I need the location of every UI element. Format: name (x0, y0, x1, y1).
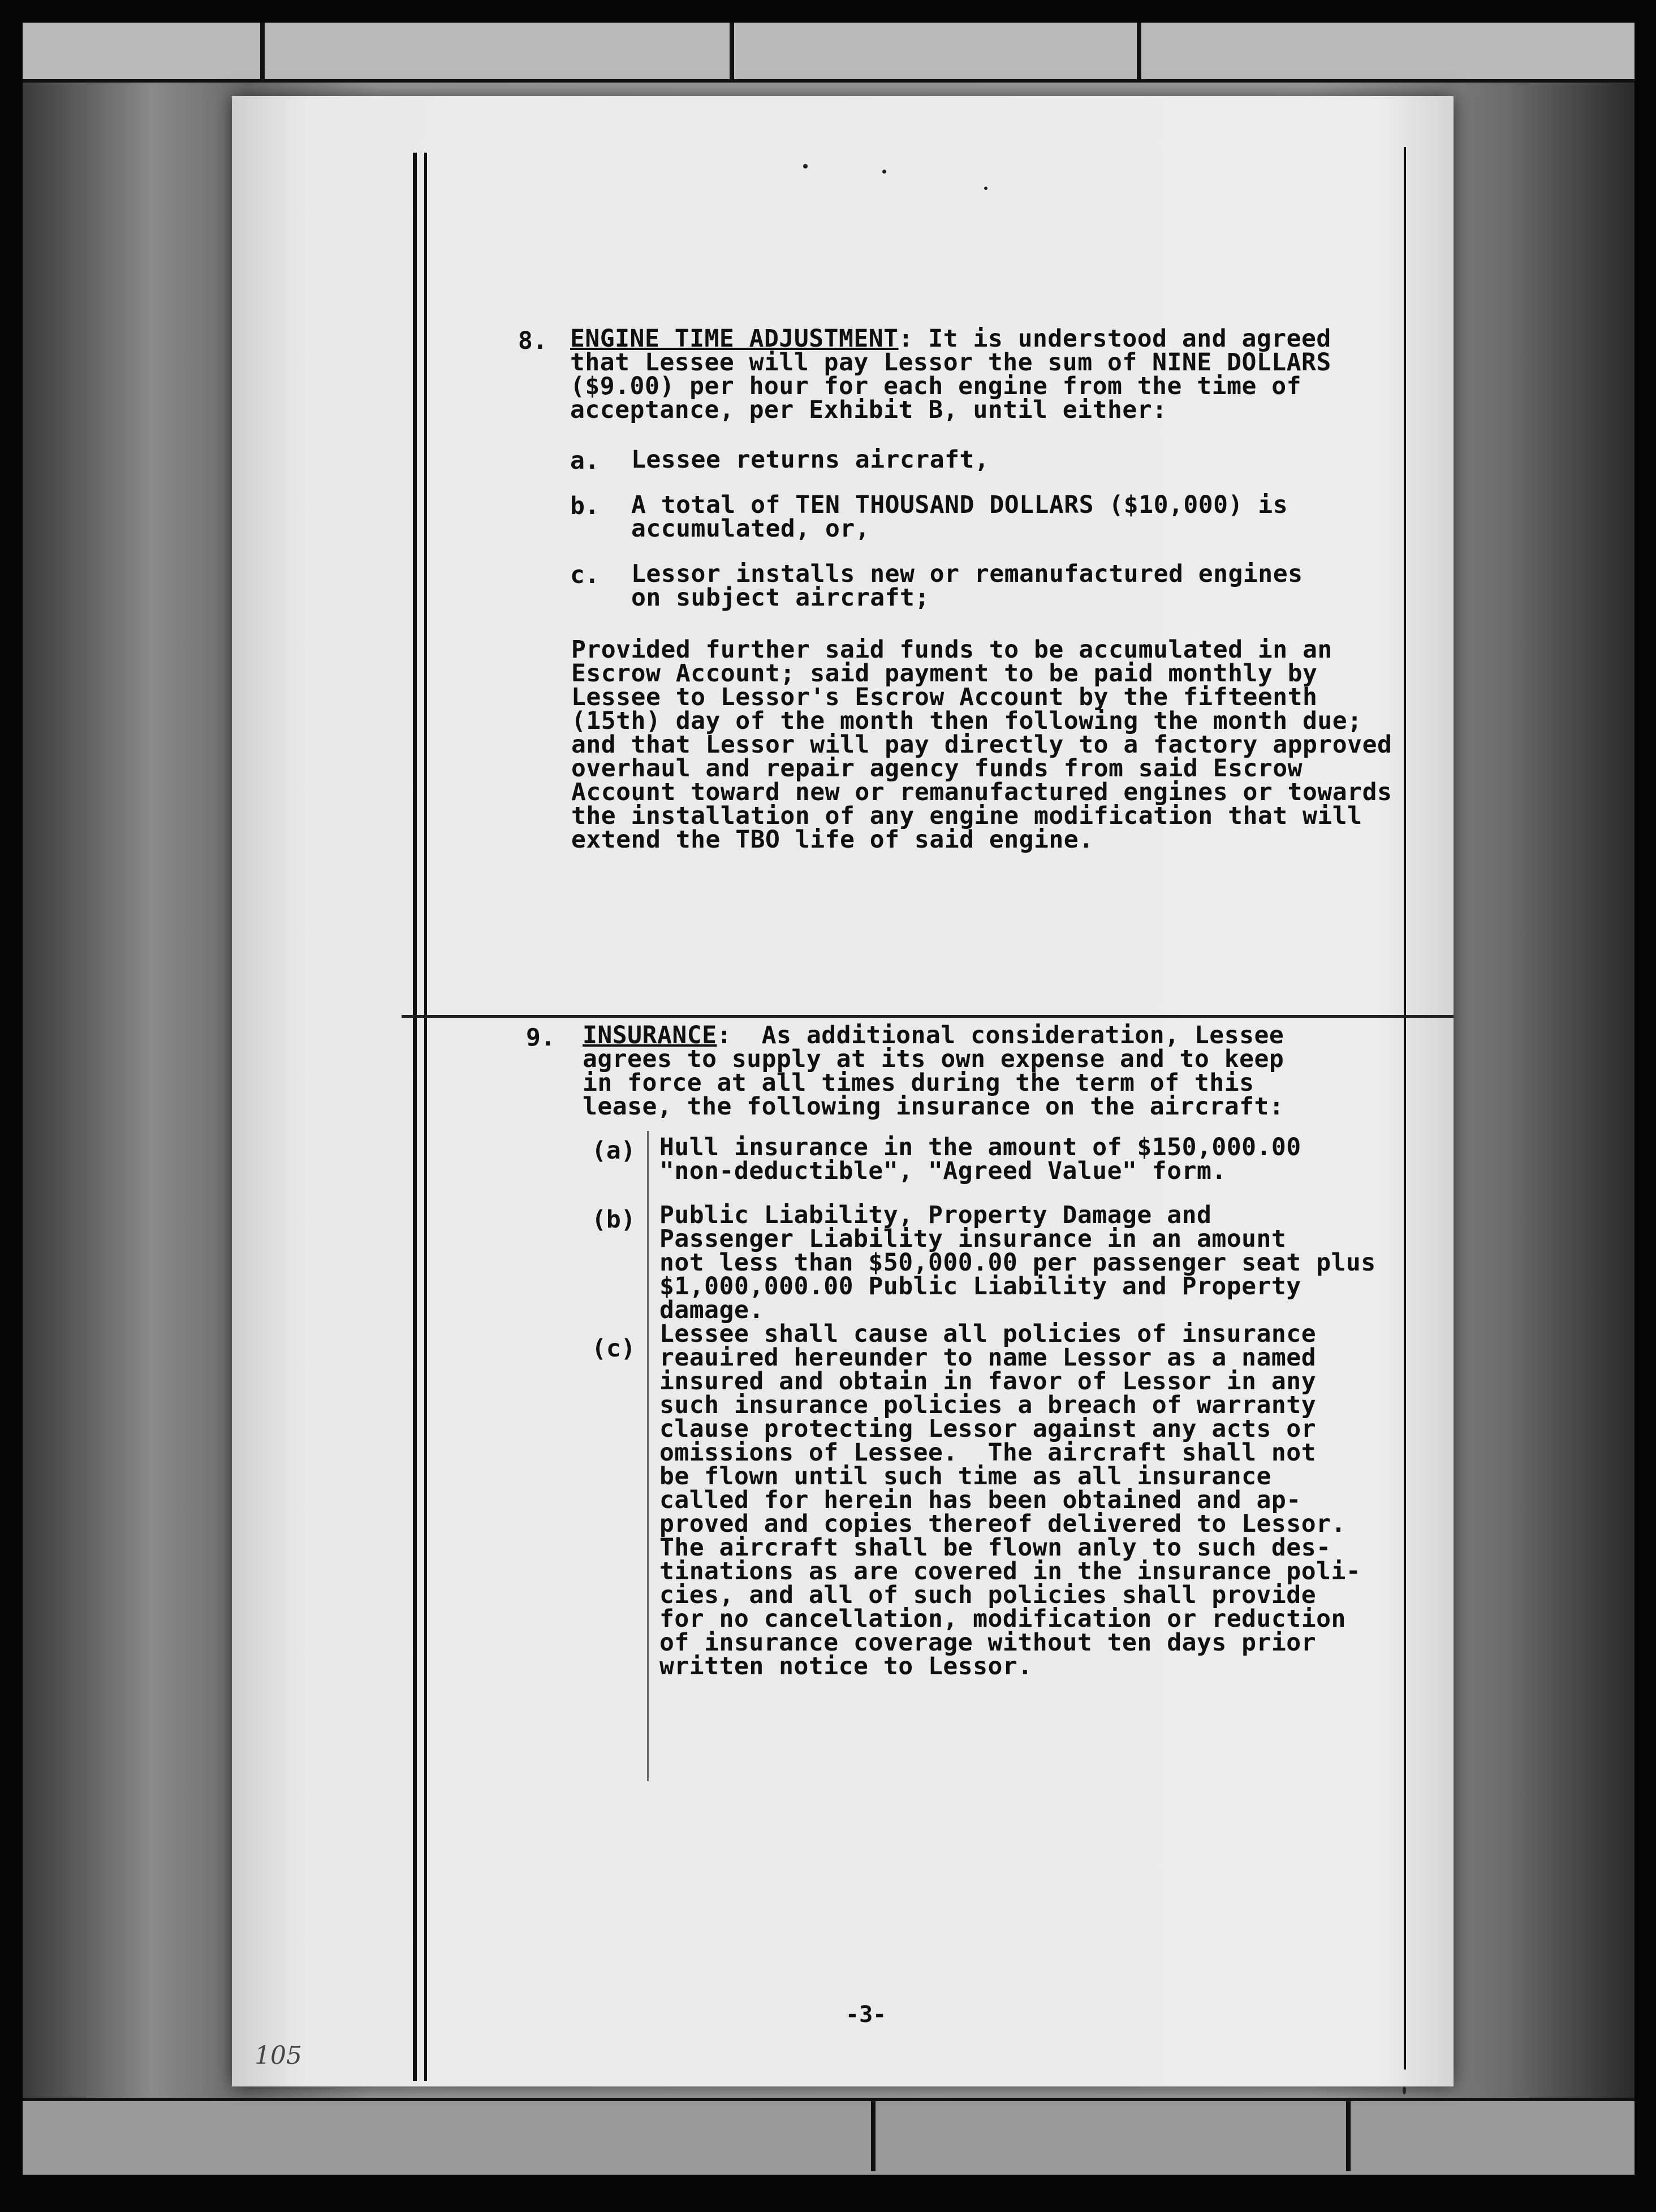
section-8-intro-line: acceptance, per Exhibit B, until either: (570, 396, 1167, 424)
section-9-intro-line: in force at all times during the term of this (583, 1069, 1254, 1097)
item-line: clause protecting Lessor against any acts or (659, 1415, 1317, 1443)
item-line: $1,000,000.00 Public Liability and Property (659, 1272, 1301, 1301)
item-line: on subject aircraft; (631, 584, 930, 612)
item-rule (647, 1131, 649, 1781)
proviso-line: overhaul and repair agency funds from said Escrow (571, 754, 1303, 783)
proviso-line: Account toward new or remanufactured engines or towards (571, 778, 1392, 806)
margin-note: 105 (255, 2041, 302, 2070)
proviso-line: Provided further said funds to be accumulated in an (571, 636, 1332, 664)
item-text (631, 493, 1288, 541)
margin-rule (424, 153, 427, 2081)
speck (882, 170, 886, 174)
item-label: (a) (592, 1137, 636, 1165)
section-9-intro-line: agrees to supply at its own expense and to keep (583, 1045, 1284, 1073)
proviso-line: extend the TBO life of said engine. (571, 826, 1094, 854)
section-8-proviso (571, 638, 1392, 852)
item-line: accumulated, or, (631, 515, 870, 543)
item-line: The aircraft shall be flown anly to such des- (659, 1533, 1331, 1562)
item-text (659, 1203, 1376, 1322)
item-line: damage. (659, 1296, 764, 1324)
item-line: tinations as are covered in the insurance poli- (659, 1557, 1361, 1585)
section-8-intro-line: that Lessee will pay Lessor the sum of NINE DOLLARS (570, 348, 1331, 377)
item-label: b. (570, 492, 600, 520)
item-label: a. (570, 447, 600, 475)
page-number: -3- (846, 2002, 887, 2028)
item-label: (b) (592, 1206, 636, 1234)
item-text: Lessee returns aircraft, (631, 446, 990, 474)
section-8-intro (570, 327, 1331, 422)
section-9-intro-line: : As additional consideration, Lessee (717, 1021, 1284, 1049)
strip-divider (730, 23, 734, 79)
section-9-intro (583, 1021, 1284, 1121)
item-line: Lessor installs new or remanufactured engines (631, 560, 1303, 588)
section-9-number: 9. (526, 1023, 555, 1052)
item-line: such insurance policies a breach of warranty (659, 1391, 1317, 1419)
item-line: Lessee shall cause all policies of insurance (659, 1320, 1317, 1348)
item-line: for no cancellation, modification or reduction (659, 1605, 1346, 1633)
item-line: omissions of Lessee. The aircraft shall not (659, 1438, 1317, 1467)
item-line: "non-deductible", "Agreed Value" form. (659, 1157, 1227, 1185)
item-label: (c) (592, 1334, 636, 1363)
strip-divider (871, 2098, 876, 2171)
section-8-intro-line: ($9.00) per hour for each engine from the time of (570, 372, 1302, 400)
section-9-intro-line: lease, the following insurance on the aircraft: (583, 1092, 1284, 1121)
proviso-line: Lessee to Lessor's Escrow Account by the fifteenth (571, 683, 1318, 711)
speck (803, 164, 808, 169)
proviso-line: the installation of any engine modification that will (571, 802, 1362, 830)
item-line: Public Liability, Property Damage and (659, 1201, 1212, 1229)
speck (984, 187, 987, 190)
proviso-line: Escrow Account; said payment to be paid monthly by (571, 659, 1318, 688)
item-text (659, 1135, 1301, 1183)
speck (1403, 2086, 1406, 2094)
item-line: cies, and all of such policies shall provide (659, 1581, 1317, 1609)
item-line: reauired hereunder to name Lessor as a named (659, 1343, 1317, 1372)
item-line: written notice to Lessor. (659, 1652, 1033, 1680)
item-text (631, 562, 1303, 610)
proviso-line: (15th) day of the month then following the month due; (571, 707, 1362, 735)
section-8-number: 8. (518, 327, 547, 355)
item-line: called for herein has been obtained and ap- (659, 1486, 1301, 1514)
strip-divider (1137, 23, 1141, 79)
item-label: c. (570, 561, 600, 589)
document-page (232, 96, 1454, 2086)
item-line: Passenger Liability insurance in an amount (659, 1225, 1287, 1253)
item-line: A total of TEN THOUSAND DOLLARS ($10,000) is (631, 491, 1288, 519)
margin-rule (413, 153, 417, 2081)
item-line: Hull insurance in the amount of $150,000.00 (659, 1133, 1301, 1161)
bottom-film-strip (23, 2098, 1635, 2175)
section-8-heading: ENGINE TIME ADJUSTMENT (570, 325, 899, 353)
strip-divider (260, 23, 265, 79)
proviso-line: and that Lessor will pay directly to a factory approved (571, 731, 1392, 759)
item-line: not less than $50,000.00 per passenger seat plus (659, 1248, 1376, 1277)
section-9-heading: INSURANCE (583, 1021, 717, 1049)
item-text (659, 1322, 1361, 1678)
item-line: of insurance coverage without ten days prior (659, 1628, 1317, 1657)
section-8-intro-line: : It is understood and agreed (898, 325, 1331, 353)
item-line: insured and obtain in favor of Lessor in any (659, 1367, 1317, 1396)
item-line: be flown until such time as all insurance (659, 1462, 1271, 1490)
fold-line (402, 1015, 1454, 1018)
right-rule (1404, 147, 1406, 2070)
strip-divider (1346, 2098, 1351, 2171)
item-line: proved and copies thereof delivered to Lessor. (659, 1510, 1346, 1538)
